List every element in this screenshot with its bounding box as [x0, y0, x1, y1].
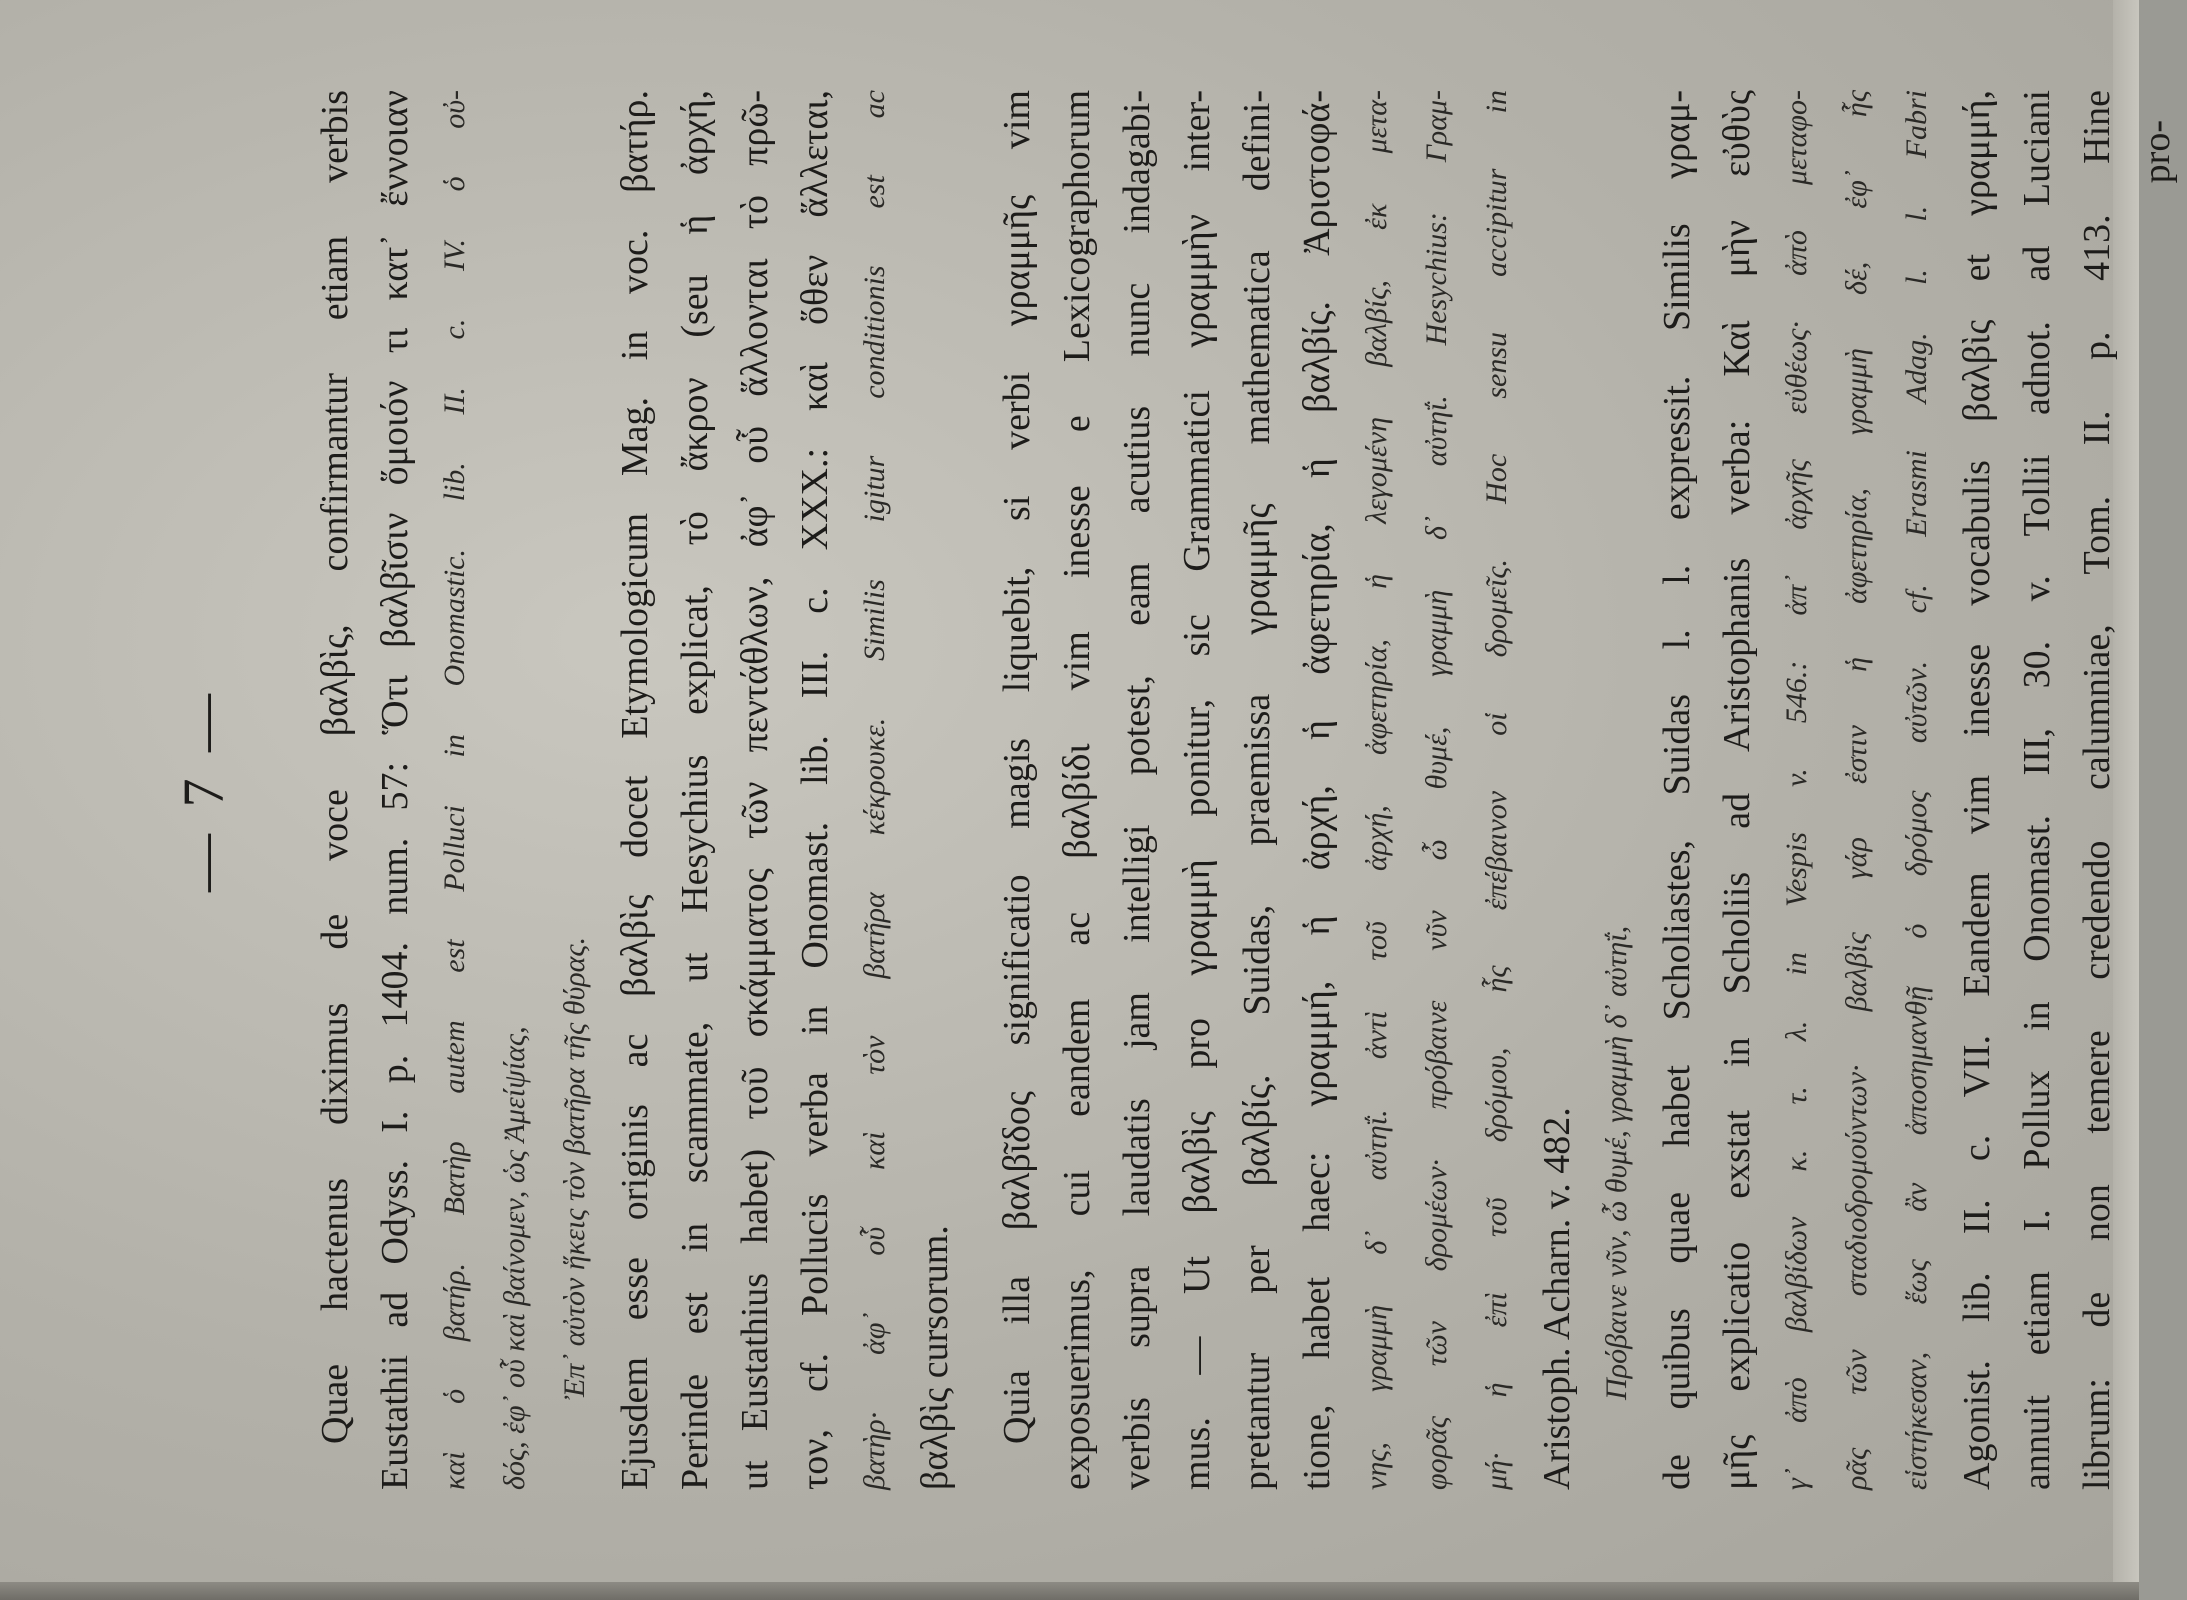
text-line: verbis supra laudatis jam intelligi potest, eam acutius nunc indagabi-: [1116, 90, 1158, 1490]
text-line: τον, cf. Pollucis verba in Onomast. lib. III. c. XXX.: καὶ ὅθεν ἅλλεται,: [794, 90, 836, 1490]
text-line: Ejusdem esse originis ac βαλβὶς docet Etymologicum Mag. in voc. βατήρ.: [614, 90, 656, 1490]
text-line: Perinde est in scammate, ut Hesychius explicat, τὸ ἄκρον (seu ἡ ἀρχή,: [674, 90, 716, 1490]
verse-quote: Πρόβαινε νῦν, ὦ θυμέ, γραμμὴ δ᾽ αὐτηΐ,: [1600, 925, 1633, 1400]
text-line: tione, habet haec: γραμμή, ἡ ἀρχή, ἡ ἀφετηρία, ἡ βαλβίς. Ἀριστοφά-: [1296, 90, 1338, 1490]
text-line: καὶ ὁ βατήρ. Βατὴρ autem est Polluci in Onomastic. lib. II. c. IV. ὁ οὐ-: [438, 90, 471, 1490]
text-line: μή· ἡ ἐπὶ τοῦ δρόμου, ἧς ἐπέβαινον οἱ δρομεῖς. Hoc sensu accipitur in: [1480, 90, 1513, 1490]
text-line: δός, ἐφ᾽ οὗ καὶ βαίνομεν, ὡς Ἀμείψίας,: [498, 1026, 531, 1490]
page-number: — 7 —: [171, 688, 236, 892]
text-line: Aristoph. Acharn. v. 482.: [1536, 1107, 1578, 1490]
text-line: Quae hactenus diximus de voce βαλβὶς, confirmantur etiam verbis: [314, 90, 356, 1444]
text-line: Eustathii ad Odyss. I. p. 1404. num. 57: Ὅτι βαλβῖσιν ὅμοιόν τι κατ᾽ ἔννοιαν: [374, 90, 416, 1490]
text-line: librum: de non temere credendo calumniae, Tom. II. p. 413. Hine: [2076, 90, 2118, 1490]
text-line: Quia illa βαλβῖδος significatio magis liquebit, si verbi γραμμῆς vim: [996, 90, 1038, 1444]
text-line: annuit etiam I. Pollux in Onomast. III, 30. v. Tollii adnot. ad Luciani: [2016, 90, 2058, 1490]
text-line: mus. — Ut βαλβὶς pro γραμμὴ ponitur, sic Grammatici γραμμὴν inter-: [1176, 90, 1218, 1490]
rotated-page-content: [155, 50, 2178, 1530]
text-line: pretantur per βαλβίς. Suidas, praemissa γραμμῆς mathematica defini-: [1236, 90, 1278, 1490]
text-line: νης, γραμμὴ δ᾽ αὐτηΐ. ἀντὶ τοῦ ἀρχή, ἀφετηρία, ἡ λεγομένη βαλβίς, ἐκ μετα-: [1360, 90, 1393, 1490]
text-line: βατὴρ· ἀφ᾽ οὗ καὶ τὸν βατῆρα κέκρουκε. Similis igitur conditionis est ac: [858, 90, 891, 1490]
text-line: φορᾶς τῶν δρομέων· πρόβαινε νῦν ὦ θυμέ, γραμμὴ δ᾽ αὐτηΐ. Hesychius: Γραμ-: [1420, 90, 1453, 1490]
book-gutter-shadow: [0, 1582, 2139, 1600]
text-line: Agonist. lib. II. c. VII. Eandem vim inesse vocabulis βαλβὶς et γραμμή,: [1956, 90, 1998, 1490]
text-line: exposuerimus, cui eandem ac βαλβίδι vim inesse e Lexicographorum: [1056, 90, 1098, 1490]
text-line: ut Eustathius habet) τοῦ σκάμματος τῶν πεντάθλων, ἀφ᾽ οὗ ἅλλονται τὸ πρῶ-: [734, 90, 776, 1490]
text-line: μῆς explicatio exstat in Scholiis ad Aristophanis verba: Καὶ μὴν εὐθὺς: [1716, 90, 1758, 1490]
text-line: βαλβὶς cursorum.: [914, 1225, 956, 1490]
catchword: pro-: [2136, 120, 2178, 184]
text-line: de quibus quae habet Scholiastes, Suidas l. l. expressit. Similis γραμ-: [1656, 90, 1698, 1490]
text-line: εἱστήκεσαν, ἕως ἂν ἀποσημανθῇ ὁ δρόμος αὐτῶν. cf. Erasmi Adag. l. l. Fabri: [1900, 90, 1933, 1490]
paragraph-gap: [965, 90, 987, 1490]
verse-quote: Ἐπ᾽ αὐτὸν ἥκεις τὸν βατῆρα τῆς θύρας.: [558, 936, 591, 1400]
text-line: ρᾶς τῶν σταδιοδρομούντων· βαλβὶς γάρ ἐστιν ἡ ἀφετηρία, γραμμὴ δέ, ἐφ᾽ ἧς: [1840, 90, 1873, 1490]
text-line: γ᾽ ἀπὸ βαλβίδων κ. τ. λ. in Vespis v. 546.: ἀπ᾽ ἀρχῆς εὐθέως· ἀπὸ μεταφο-: [1780, 90, 1813, 1490]
